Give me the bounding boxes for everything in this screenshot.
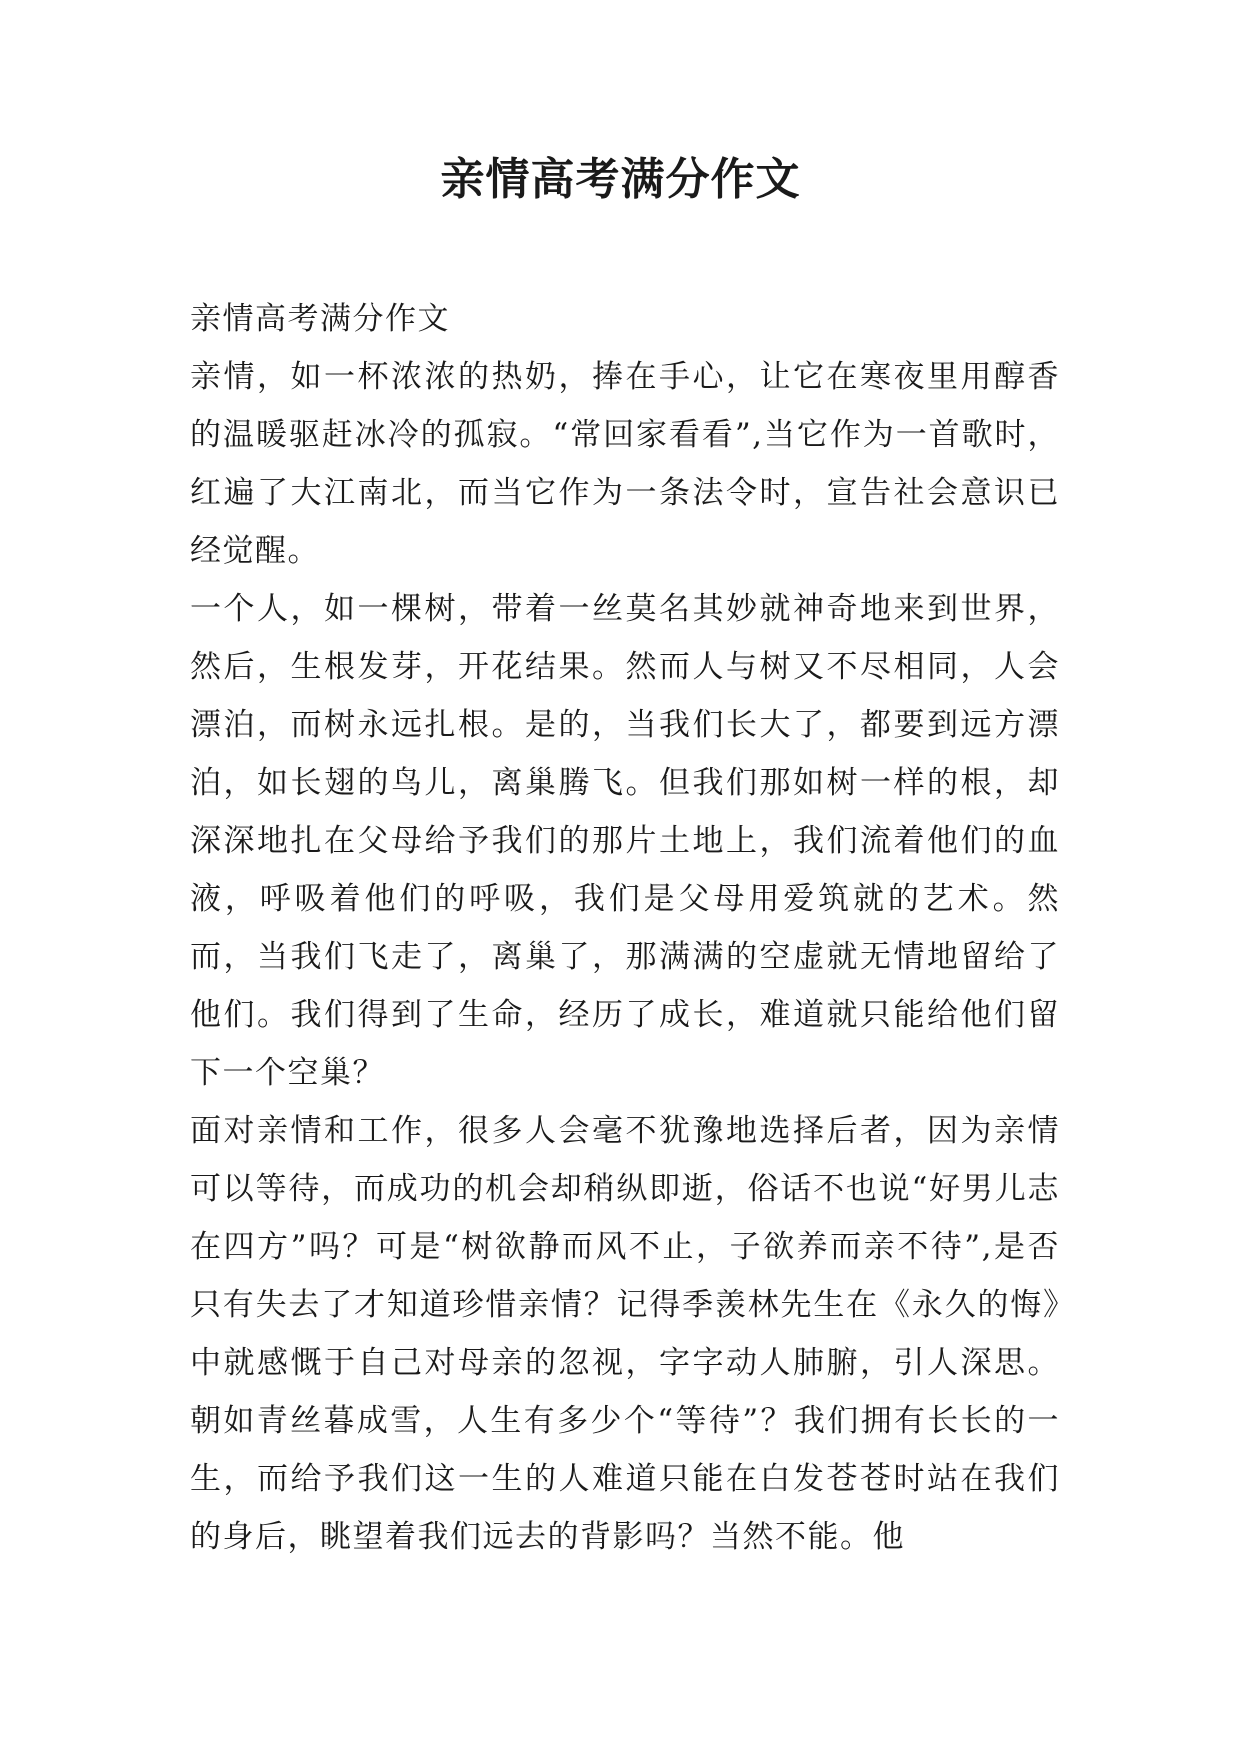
paragraph: 面对亲情和工作，很多人会毫不犹豫地选择后者，因为亲情可以等待，而成功的机会却稍纵即逝，俗话不也说“好男儿志在四方”吗？可是“树欲静而风不止，子欲养而亲不待”,是否只有失去了才知道珍惜亲情？记得季羡林先生在《永久的悔》中就感慨于自己对母亲的忽视，字字动人肺腑，引人深思。朝如青丝暮成雪，人生有多少个“等待”？我们拥有长长的一生，而给予我们这一生的人难道只能在白发苍苍时站在我们的身后，眺望着我们远去的背影吗？当然不能。他 (190, 1113, 1060, 1555)
document-body (190, 290, 1060, 1566)
paragraph: 亲情，如一杯浓浓的热奶，捧在手心，让它在寒夜里用醇香的温暖驱赶冰冷的孤寂。“常回家看看”,当它作为一首歌时，红遍了大江南北，而当它作为一条法令时，宣告社会意识已经觉醒。 (190, 359, 1060, 569)
document-title: 亲情高考满分作文 (440, 154, 801, 205)
paragraph: 一个人，如一棵树，带着一丝莫名其妙就神奇地来到世界，然后，生根发芽，开花结果。然而人与树又不尽相同，人会漂泊，而树永远扎根。是的，当我们长大了，都要到远方漂泊，如长翅的鸟儿，离巢腾飞。但我们那如树一样的根，却深深地扎在父母给予我们的那片土地上，我们流着他们的血液，呼吸着他们的呼吸，我们是父母用爱筑就的艺术。然而，当我们飞走了，离巢了，那满满的空虚就无情地留给了他们。我们得到了生命，经历了成长，难道就只能给他们留下一个空巢？ (190, 591, 1060, 1091)
paragraph-subtitle: 亲情高考满分作文 (190, 301, 450, 337)
